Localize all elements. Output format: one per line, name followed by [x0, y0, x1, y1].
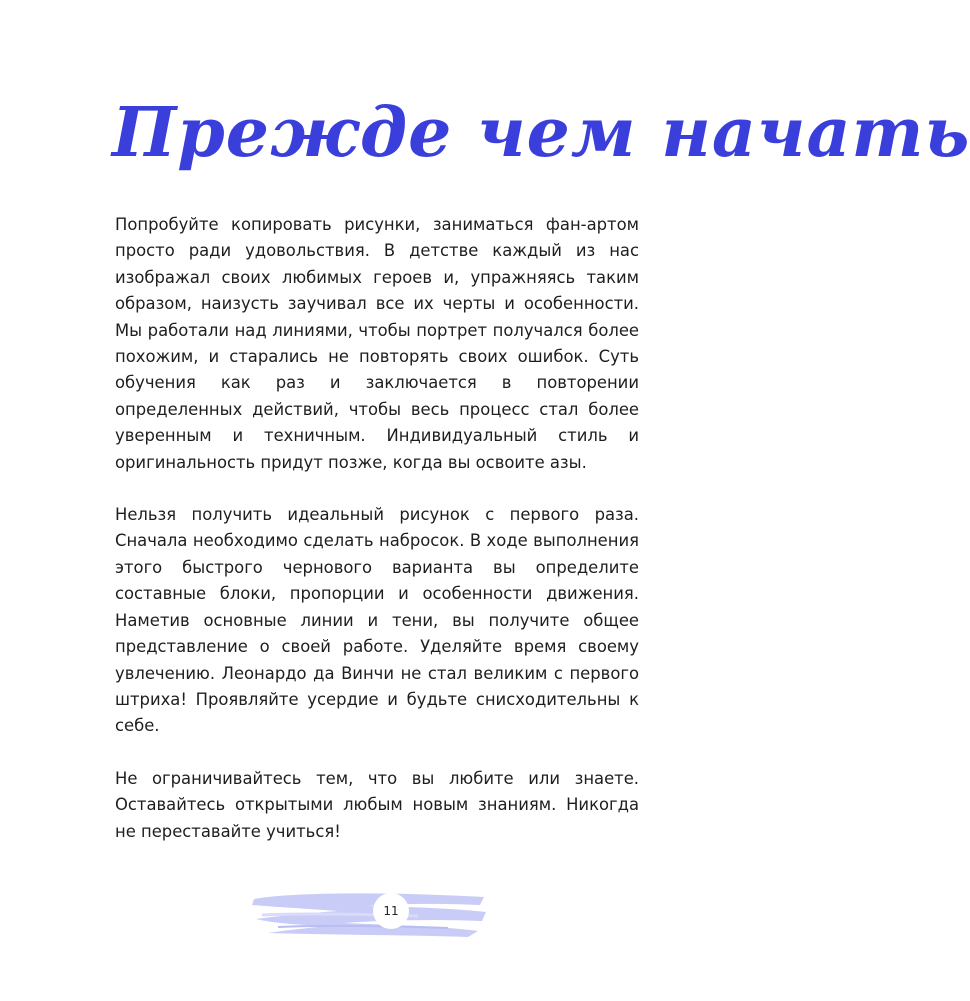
paragraph-2: Нельзя получить идеальный рисунок с первого раза. Сначала необходимо сделать набросок. В ходе выполнения этого быстрого чернового варианта вы определите составные блоки, пропорции и особенности движения. Наметив основные линии и тени, вы получите общее представление о своей работе. Уделяйте время своему увлечению. Леонардо да Винчи не стал великим с первого штриха! Проявляйте усердие и будьте снисходительны к себе.	[115, 505, 639, 736]
page-number: 11	[373, 893, 409, 929]
paragraph-1: Попробуйте копировать рисунки, заниматься фан-артом просто ради удовольствия. В детстве каждый из нас изображал своих любимых героев и, упражняясь таким образом, наизусть заучивал все их черты и особенности. Мы работали над линиями, чтобы портрет получался более похожим, и старались не повторять своих ошибок. Суть обучения как раз и заключается в повторении определенных действий, чтобы весь процесс стал более уверенным и техничным. Индивидуальный стиль и оригинальность придут позже, когда вы освоите азы.	[115, 215, 639, 472]
paragraph-3: Не ограничивайтесь тем, что вы любите или знаете. Оставайтесь открытыми любым новым знаниям. Никогда не переставайте учиться!	[115, 768, 639, 841]
page-title: Прежде чем начать	[112, 93, 970, 173]
body-text	[115, 212, 639, 845]
brush-stroke-decoration	[248, 885, 490, 943]
